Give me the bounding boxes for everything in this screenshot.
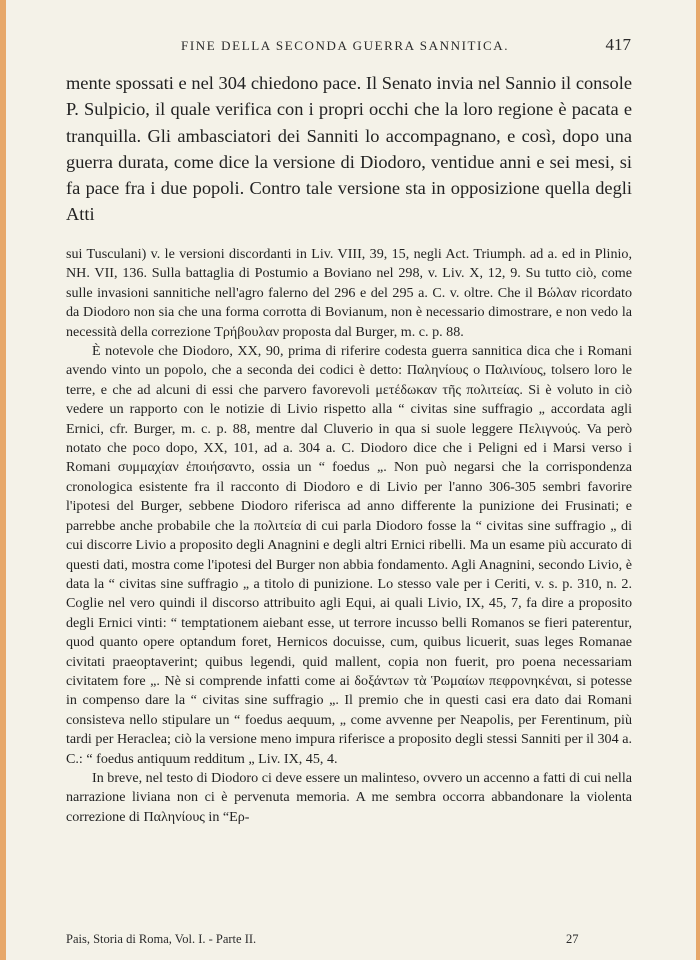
main-paragraph: mente spossati e nel 304 chiedono pace. Il Senato invia nel Sannio il console P. Sulpicio, il quale verifica con i propri occhi che la loro regione è pacata e tranquilla. Gli ambasciatori dei Sanniti lo accompagnano, e così, dopo una guerra durata, come dice la versione di Diodoro, ventidue anni e sei mesi, si fa pace fra i due popoli. Contro tale versione sta in opposizione quella degli Atti [66,73,632,225]
footnote-paragraph-1: sui Tusculani) v. le versioni discordanti in Liv. VIII, 39, 15, negli Act. Triumph. ad a. ed in Plinio, NH. VII, 136. Sulla battaglia di Postumio a Boviano nel 298, v. Liv. X, 12, 9. Su tutto ciò, come sulle invasioni sannitiche nell'agro falerno del 296 e del 295 a. C. v. oltre. Che il Βώλαν ricordato da Diodoro non sia che una forma corrotta di Bovianum, non è necessario dimostrare, e non vedo la necessità della correzione Τρήβουλαν proposta dal Burger, m. c. p. 88. [66,246,632,340]
main-text-block [66,70,632,228]
footnotes-block [66,245,632,827]
book-page [6,0,696,960]
footnote-paragraph-3: In breve, nel testo di Diodoro ci deve essere un malinteso, ovvero un accenno a fatti di cui nella narrazione liviana non ci è pervenuta memoria. A me sembra occorra abbandonare la violenta correzione di Παληνίους in “Ερ- [66,769,632,825]
page-number: 417 [605,35,631,54]
footnote-paragraph-2: È notevole che Diodoro, XX, 90, prima di riferire codesta guerra sannitica dica che i Romani avendo vinto un popolo, che a seconda dei codici è detto: Παληνίους o Παλινίους, tolsero loro le terre, e che ad alcuni di essi che parvero favorevoli μετέδωκαν τῆς πολιτείας. Si è voluto in ciò vedere un rapporto con le notizie di Livio rispetto alla “ civitas sine suffragio „ accordata agli Ernici, cfr. Burger, m. c. p. 88, mentre dal Cluverio in qua si suole leggere Πελιγνούς. Va però notato che poco dopo, XX, 101, ad a. 304 a. C. Diodoro dice che i Peligni ed i Marsi verso i Romani συμμαχίαν ἐποιήσαντο, ossia un “ foedus „. Non può negarsi che la corrispondenza cronologica esistente fra il racconto di Diodoro e di Livio per l'anno 306-305 sembri favorire l'ipotesi del Burger, sebbene Diodoro riferisca ad anno differente la punizione dei Frusinati; e parrebbe anche probabile che la πολιτεία di cui parla Diodoro fosse la “ civitas sine suffragio „ di cui discorre Livio a proposito degli Anagnini e degli altri Ernici ribelli. Ma un esame più accurato di questi dati, mostra come l'ipotesi del Burger non abbia fondamento. Agli Anagnini, secondo Livio, è data la “ civitas sine suffragio „ a titolo di punizione. Lo stesso vale per i Ceriti, v. s. p. 310, n. 2. Coglie nel vero quindi il discorso attribuito agli Equi, ai quali Livio, IX, 45, 7, fa dire a proposito degli Ernici vinti: “ temptationem aiebant esse, ut terrore incusso belli Romanos se fieri paterentur, quod quanto opere optandum foret, Hernicos docuisse, cum, quibus licuerit, suas leges Romanae civitati praeoptaverint; quibus legendi, quid mallent, copia non fuerit, pro poena necessariam civitatem fore „. Nè si comprende infatti come ai δοξάντων τὰ Ῥωμαίων πεφρονηκέναι, si potesse in compenso dare la “ civitas sine suffragio „. Il premio che in questi casi era dato dai Romani consisteva nello stipulare un “ foedus aequum, „ come avvenne per Neapolis, per Ferentinum, più tardi per Heraclea; ciò la versione meno impura riferisce a proposito degli stessi Sanniti per il 304 a. C.: “ foedus antiquum redditum „ Liv. IX, 45, 4. [66,343,632,767]
running-head-title: FINE DELLA SECONDA GUERRA SANNITICA. [181,38,510,53]
footer-signature-number: 27 [566,932,579,946]
footer-signature: Pais, Storia di Roma, Vol. I. - Parte II. [66,932,257,946]
